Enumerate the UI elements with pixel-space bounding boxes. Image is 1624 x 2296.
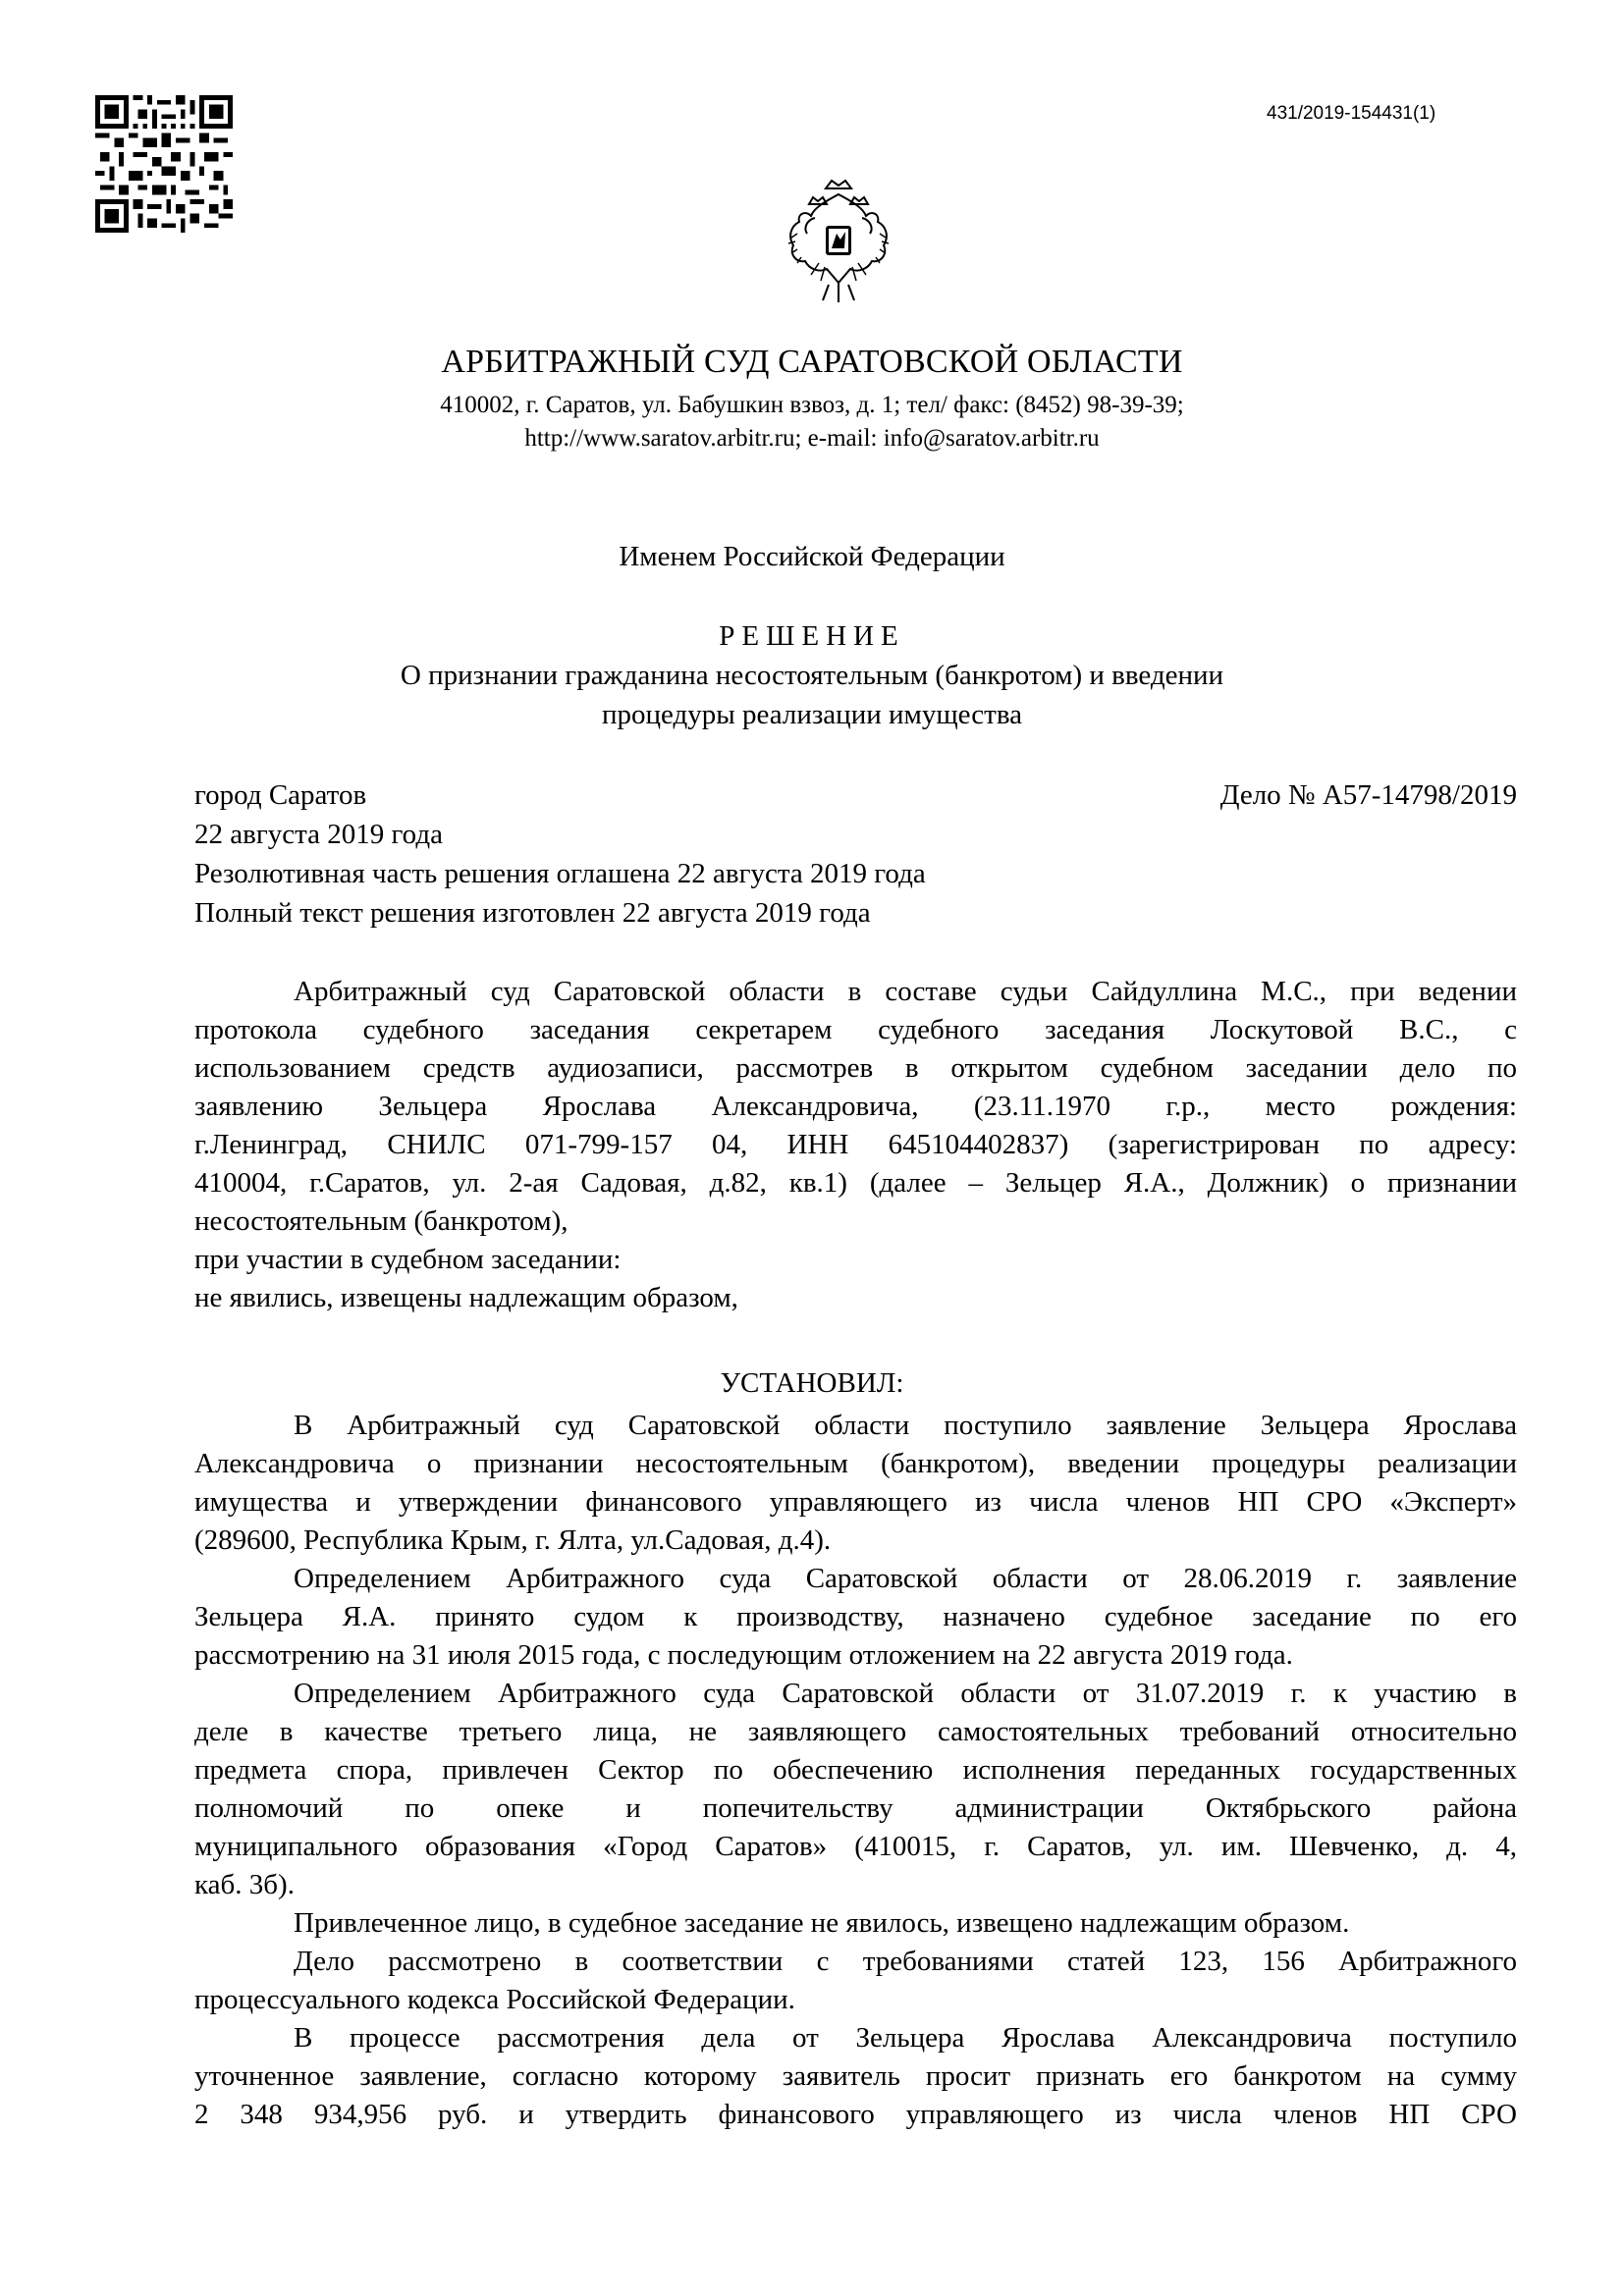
text-line: Привлеченное лицо, в судебное заседание не явилось, извещено надлежащим образом.	[294, 1907, 1350, 1939]
court-contacts: http://www.saratov.arbitr.ru; e-mail: info@saratov.arbitr.ru	[524, 425, 1100, 452]
document-number: 431/2019-154431(1)	[1267, 103, 1436, 124]
text-line: 410004, г.Саратов, ул. 2-ая Садовая, д.82, кв.1) (далее – Зельцер Я.А., Должник) о признании	[194, 1167, 1517, 1199]
text-line: Александровича о признании несостоятельным (банкротом), введении процедуры реализации	[194, 1448, 1517, 1479]
text-line: 2 348 934,956 руб. и утвердить финансового управляющего из числа членов НП СРО	[194, 2099, 1517, 2130]
city: город Саратов	[194, 779, 367, 811]
full-text-prepared: Полный текст решения изготовлен 22 августа 2019 года	[194, 897, 871, 929]
text-line: Зельцера Я.А. принято судом к производству, назначено судебное заседание по его	[194, 1601, 1517, 1632]
decision-date: 22 августа 2019 года	[194, 819, 443, 850]
text-line: не явились, извещены надлежащим образом,	[194, 1282, 738, 1313]
text-line: деле в качестве третьего лица, не заявляющего самостоятельных требований относительно	[194, 1716, 1517, 1747]
text-line: муниципального образования «Город Саратов» (410015, г. Саратов, ул. им. Шевченко, д. 4,	[194, 1831, 1517, 1862]
text-line: при участии в судебном заседании:	[194, 1244, 622, 1275]
text-line: В Арбитражный суд Саратовской области поступило заявление Зельцера Ярослава	[294, 1410, 1517, 1441]
text-line: г.Ленинград, СНИЛС 071-799-157 04, ИНН 645104402837) (зарегистрирован по адресу:	[194, 1129, 1517, 1160]
text-line: протокола судебного заседания секретарем судебного заседания Лоскутовой В.С., с	[194, 1014, 1517, 1045]
text-line: полномочий по опеке и попечительству администрации Октябрьского района	[194, 1792, 1517, 1824]
established-heading: УСТАНОВИЛ:	[720, 1367, 904, 1399]
text-line: заявлению Зельцера Ярослава Александровича, (23.11.1970 г.р., место рождения:	[194, 1091, 1517, 1122]
resolution-announced: Резолютивная часть решения оглашена 22 августа 2019 года	[194, 858, 926, 889]
text-line: В процессе рассмотрения дела от Зельцера Ярослава Александровича поступило	[294, 2022, 1517, 2054]
text-line: Определением Арбитражного суда Саратовской области от 28.06.2019 г. заявление	[294, 1563, 1517, 1594]
text-line: Дело рассмотрено в соответствии с требованиями статей 123, 156 Арбитражного	[294, 1946, 1517, 1977]
text-line: предмета спора, привлечен Сектор по обеспечению исполнения переданных государственных	[194, 1754, 1517, 1786]
court-address: 410002, г. Саратов, ул. Бабушкин взвоз, д. 1; тел/ факс: (8452) 98-39-39;	[440, 392, 1184, 418]
decision-subtitle-line-1: О признании гражданина несостоятельным (банкротом) и введении	[400, 660, 1224, 691]
text-line: уточненное заявление, согласно которому заявитель просит признать его банкротом на сумму	[194, 2060, 1517, 2092]
decision-subtitle-line-2: процедуры реализации имущества	[601, 699, 1023, 730]
case-number: Дело № А57-14798/2019	[1219, 779, 1517, 811]
in-name-of-federation: Именем Российской Федерации	[619, 541, 1005, 572]
text-line: каб. 3б).	[194, 1869, 295, 1900]
text-line: рассмотрению на 31 июля 2015 года, с последующим отложением на 22 августа 2019 года.	[194, 1639, 1293, 1671]
qr-code-icon	[95, 95, 233, 233]
decision-title: РЕШЕНИЕ	[719, 620, 905, 652]
text-line: использованием средств аудиозаписи, рассмотрев в открытом судебном заседании дело по	[194, 1052, 1517, 1084]
text-line: имущества и утверждении финансового управляющего из числа членов НП СРО «Эксперт»	[194, 1486, 1517, 1518]
text-line: (289600, Республика Крым, г. Ялта, ул.Садовая, д.4).	[194, 1524, 832, 1556]
text-line: процессуального кодекса Российской Федерации.	[194, 1984, 795, 2015]
text-line: несостоятельным (банкротом),	[194, 1205, 568, 1237]
text-line: Арбитражный суд Саратовской области в составе судьи Сайдуллина М.С., при ведении	[294, 976, 1517, 1007]
text-line: Определением Арбитражного суда Саратовской области от 31.07.2019 г. к участию в	[294, 1678, 1517, 1709]
body-text	[194, 1407, 1517, 2134]
russian-coat-of-arms-icon	[779, 175, 898, 308]
court-name: АРБИТРАЖНЫЙ СУД САРАТОВСКОЙ ОБЛАСТИ	[441, 344, 1183, 380]
intro-paragraph	[194, 973, 1517, 1317]
